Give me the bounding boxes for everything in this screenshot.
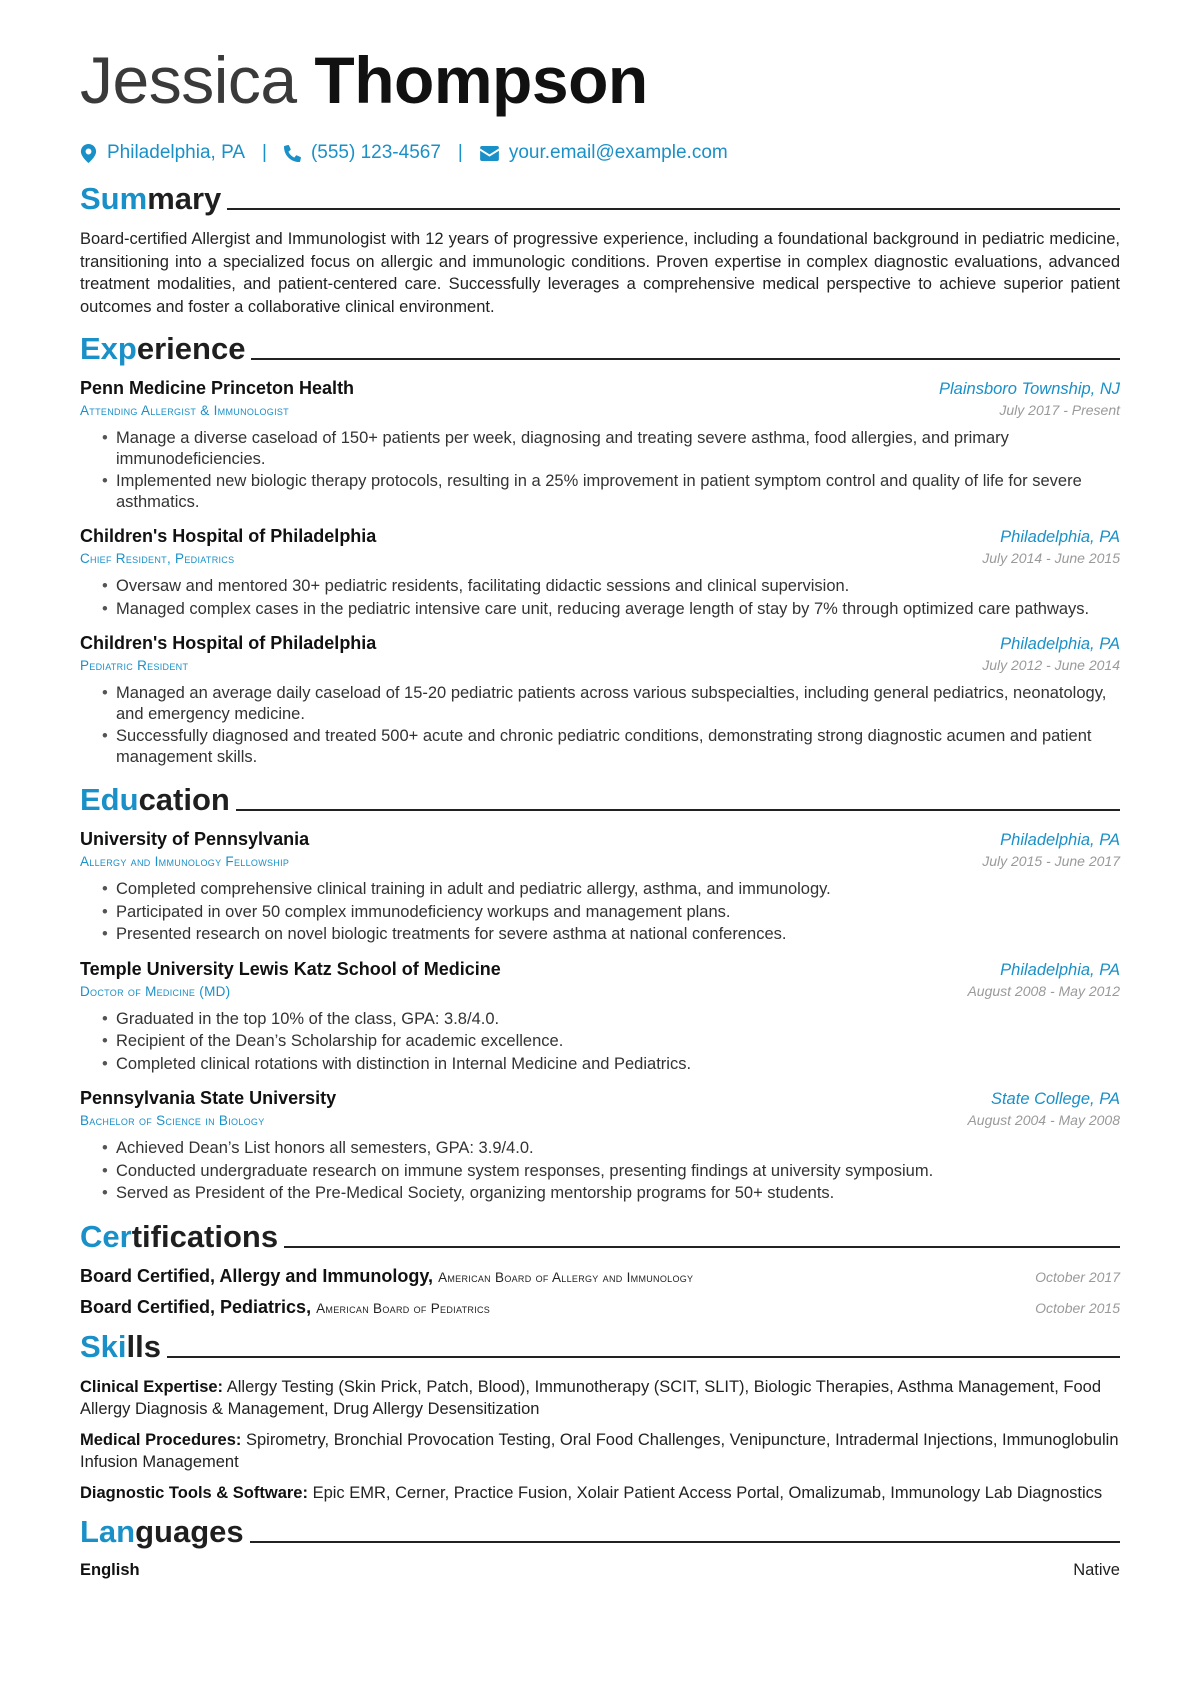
last-name: Thompson	[314, 43, 648, 117]
experience-entry	[80, 526, 1120, 619]
entry-location: Philadelphia, PA	[1000, 960, 1120, 979]
entry-dates: August 2004 - May 2008	[967, 1112, 1120, 1128]
skill-group	[80, 1376, 1120, 1420]
entry-organization: Children's Hospital of Philadelphia	[80, 633, 377, 653]
contact-phone[interactable]	[284, 142, 441, 164]
education-entry	[80, 829, 1120, 945]
bullet-list	[80, 576, 1120, 619]
skill-label: Diagnostic Tools & Software:	[80, 1483, 308, 1502]
bullet-item: • Oversaw and mentored 30+ pediatric residents, facilitating didactic sessions and clinical supervision.	[102, 576, 1120, 597]
skill-group	[80, 1482, 1120, 1504]
education-section	[80, 781, 1120, 1204]
skills-section	[80, 1328, 1120, 1504]
entry-location: Philadelphia, PA	[1000, 831, 1120, 849]
section-heading	[80, 1513, 1120, 1551]
certification-issuer: American Board of Pediatrics	[316, 1300, 491, 1316]
skill-label: Medical Procedures:	[80, 1430, 242, 1449]
certification-item: Board Certified, Allergy and Immunology, American Board of Allergy and Immunology October 2017	[80, 1265, 1120, 1286]
bullet-list	[80, 879, 1120, 945]
bullet-item: • Graduated in the top 10% of the class, GPA: 3.8/4.0.	[102, 1009, 1120, 1030]
bullet-item: • Manage a diverse caseload of 150+ patients per week, diagnosing and treating severe asthma, food allergies, and primary immunodeficiencies.	[102, 428, 1120, 469]
map-pin-icon	[80, 144, 97, 163]
entry-role: Pediatric Resident	[80, 658, 189, 673]
bullet-list	[80, 683, 1120, 767]
entry-dates: July 2017 - Present	[999, 402, 1120, 418]
skill-label: Clinical Expertise:	[80, 1377, 224, 1396]
section-title: Languages	[80, 1513, 244, 1549]
section-title: Certifications	[80, 1218, 279, 1254]
section-title: Summary	[80, 181, 222, 216]
bullet-item: • Presented research on novel biologic treatments for severe asthma at national conferences.	[102, 924, 1120, 945]
section-heading	[80, 180, 1120, 218]
certification-item: Board Certified, Pediatrics, American Board of Pediatrics October 2015	[80, 1296, 1120, 1317]
education-entry	[80, 959, 1120, 1075]
section-title: Experience	[80, 331, 246, 366]
entry-location: Philadelphia, PA	[1000, 635, 1120, 653]
skill-text: Epic EMR, Cerner, Practice Fusion, Xolair Patient Access Portal, Omalizumab, Immunology Lab Diagnostics	[312, 1483, 1103, 1502]
phone-icon	[284, 144, 301, 163]
entry-dates: August 2008 - May 2012	[967, 982, 1120, 999]
entry-role: Bachelor of Science in Biology	[80, 1113, 265, 1128]
summary-section	[80, 180, 1120, 318]
language-level: Native	[1073, 1560, 1120, 1579]
entry-dates: July 2014 - June 2015	[982, 550, 1120, 566]
entry-location: Plainsboro Township, NJ	[939, 380, 1120, 398]
bullet-item: • Managed an average daily caseload of 15-20 pediatric patients across various subspecialties, including general pediatrics, neonatology, and emergency medicine.	[102, 683, 1120, 724]
certification-date: October 2017	[1035, 1268, 1120, 1285]
location-text: Philadelphia, PA	[107, 142, 246, 163]
certifications-section	[80, 1218, 1120, 1318]
section-heading	[80, 330, 1120, 368]
section-heading	[80, 781, 1120, 819]
certification-name: Board Certified, Pediatrics	[80, 1296, 307, 1317]
bullet-item: • Completed clinical rotations with distinction in Internal Medicine and Pediatrics.	[102, 1054, 1120, 1075]
bullet-item: • Managed complex cases in the pediatric intensive care unit, reducing average length of stay by 7% through optimized care pathways.	[102, 599, 1120, 620]
bullet-item: • Completed comprehensive clinical training in adult and pediatric allergy, asthma, and immunology.	[102, 879, 1120, 900]
entry-organization: Pennsylvania State University	[80, 1088, 337, 1108]
language-item	[80, 1561, 1120, 1580]
bullet-item: • Participated in over 50 complex immunodeficiency workups and management plans.	[102, 902, 1120, 923]
contact-separator: |	[457, 142, 463, 163]
bullet-item: • Implemented new biologic therapy protocols, resulting in a 25% improvement in patient symptom control and quality of life for severe asthmatics.	[102, 471, 1120, 512]
phone-text[interactable]: (555) 123-4567	[310, 142, 441, 163]
email-link[interactable]: your.email@example.com	[508, 142, 728, 163]
contact-bar	[80, 140, 1120, 166]
entry-organization: Children's Hospital of Philadelphia	[80, 526, 377, 546]
languages-section	[80, 1513, 1120, 1580]
bullet-item: • Conducted undergraduate research on immune system responses, presenting findings at university symposium.	[102, 1161, 1120, 1182]
bullet-list	[80, 1009, 1120, 1075]
bullet-item: • Successfully diagnosed and treated 500+ acute and chronic pediatric conditions, demonstrating strong diagnostic acumen and patient management skills.	[102, 726, 1120, 767]
section-title: Skills	[80, 1328, 161, 1364]
section-rule	[236, 809, 1120, 811]
section-rule	[284, 1246, 1120, 1248]
experience-section	[80, 330, 1120, 767]
first-name: Jessica	[80, 43, 297, 117]
bullet-item: • Served as President of the Pre-Medical Society, organizing mentorship programs for 50+ students.	[102, 1183, 1120, 1204]
entry-role: Allergy and Immunology Fellowship	[80, 854, 290, 869]
candidate-name	[80, 38, 1120, 122]
entry-role: Chief Resident, Pediatrics	[80, 551, 235, 566]
section-rule	[250, 1541, 1120, 1543]
envelope-icon	[480, 146, 499, 161]
contact-separator: |	[262, 142, 267, 163]
bullet-list	[80, 1138, 1120, 1204]
experience-entry	[80, 378, 1120, 512]
entry-role: Attending Allergist & Immunologist	[80, 403, 289, 418]
entry-location: State College, PA	[990, 1090, 1120, 1108]
certification-issuer: American Board of Allergy and Immunology	[438, 1269, 694, 1285]
skill-text: Allergy Testing (Skin Prick, Patch, Blood), Immunotherapy (SCIT, SLIT), Biologic Therapies, Asthma Management, Food Allergy Diagnosis & Management, Drug Allergy Desensitization	[80, 1377, 1102, 1418]
entry-dates: July 2015 - June 2017	[982, 853, 1120, 869]
entry-location: Philadelphia, PA	[1000, 528, 1120, 546]
section-rule	[227, 208, 1120, 210]
entry-organization: Penn Medicine Princeton Health	[80, 378, 355, 398]
resume-page	[80, 38, 1120, 1580]
entry-dates: July 2012 - June 2014	[982, 657, 1120, 673]
summary-text: Board-certified Allergist and Immunologist with 12 years of progressive experience, including a foundational background in pediatric medicine, transitioning into a specialized focus on allergic and immunologic conditions. Proven expertise in complex diagnostic evaluations, advanced treatment modalities, and patient-centered care. Successfully leverages a comprehensive medical perspective to achieve superior patient outcomes and foster a collaborative clinical environment.	[80, 230, 1120, 316]
section-title: Education	[80, 782, 230, 817]
bullet-list	[80, 428, 1120, 512]
certification-name: Board Certified, Allergy and Immunology	[80, 1265, 429, 1286]
entry-organization: Temple University Lewis Katz School of Medicine	[80, 958, 501, 979]
section-rule	[251, 358, 1120, 360]
bullet-item: • Achieved Dean’s List honors all semesters, GPA: 3.9/4.0.	[102, 1138, 1120, 1159]
contact-location	[80, 142, 245, 164]
skill-text: Spirometry, Bronchial Provocation Testing, Oral Food Challenges, Venipuncture, Intradermal Injections, Immunoglobulin Infusion Management	[80, 1430, 1119, 1471]
skill-group	[80, 1429, 1120, 1473]
section-heading	[80, 1328, 1120, 1366]
section-rule	[167, 1356, 1120, 1358]
entry-organization: University of Pennsylvania	[80, 829, 310, 849]
language-name: English	[80, 1560, 140, 1579]
entry-role: Doctor of Medicine (MD)	[80, 983, 231, 999]
education-entry	[80, 1088, 1120, 1204]
bullet-item: • Recipient of the Dean’s Scholarship for academic excellence.	[102, 1031, 1120, 1052]
section-heading	[80, 1218, 1120, 1256]
certification-date: October 2015	[1035, 1299, 1120, 1316]
contact-email[interactable]	[480, 142, 728, 164]
experience-entry	[80, 633, 1120, 767]
